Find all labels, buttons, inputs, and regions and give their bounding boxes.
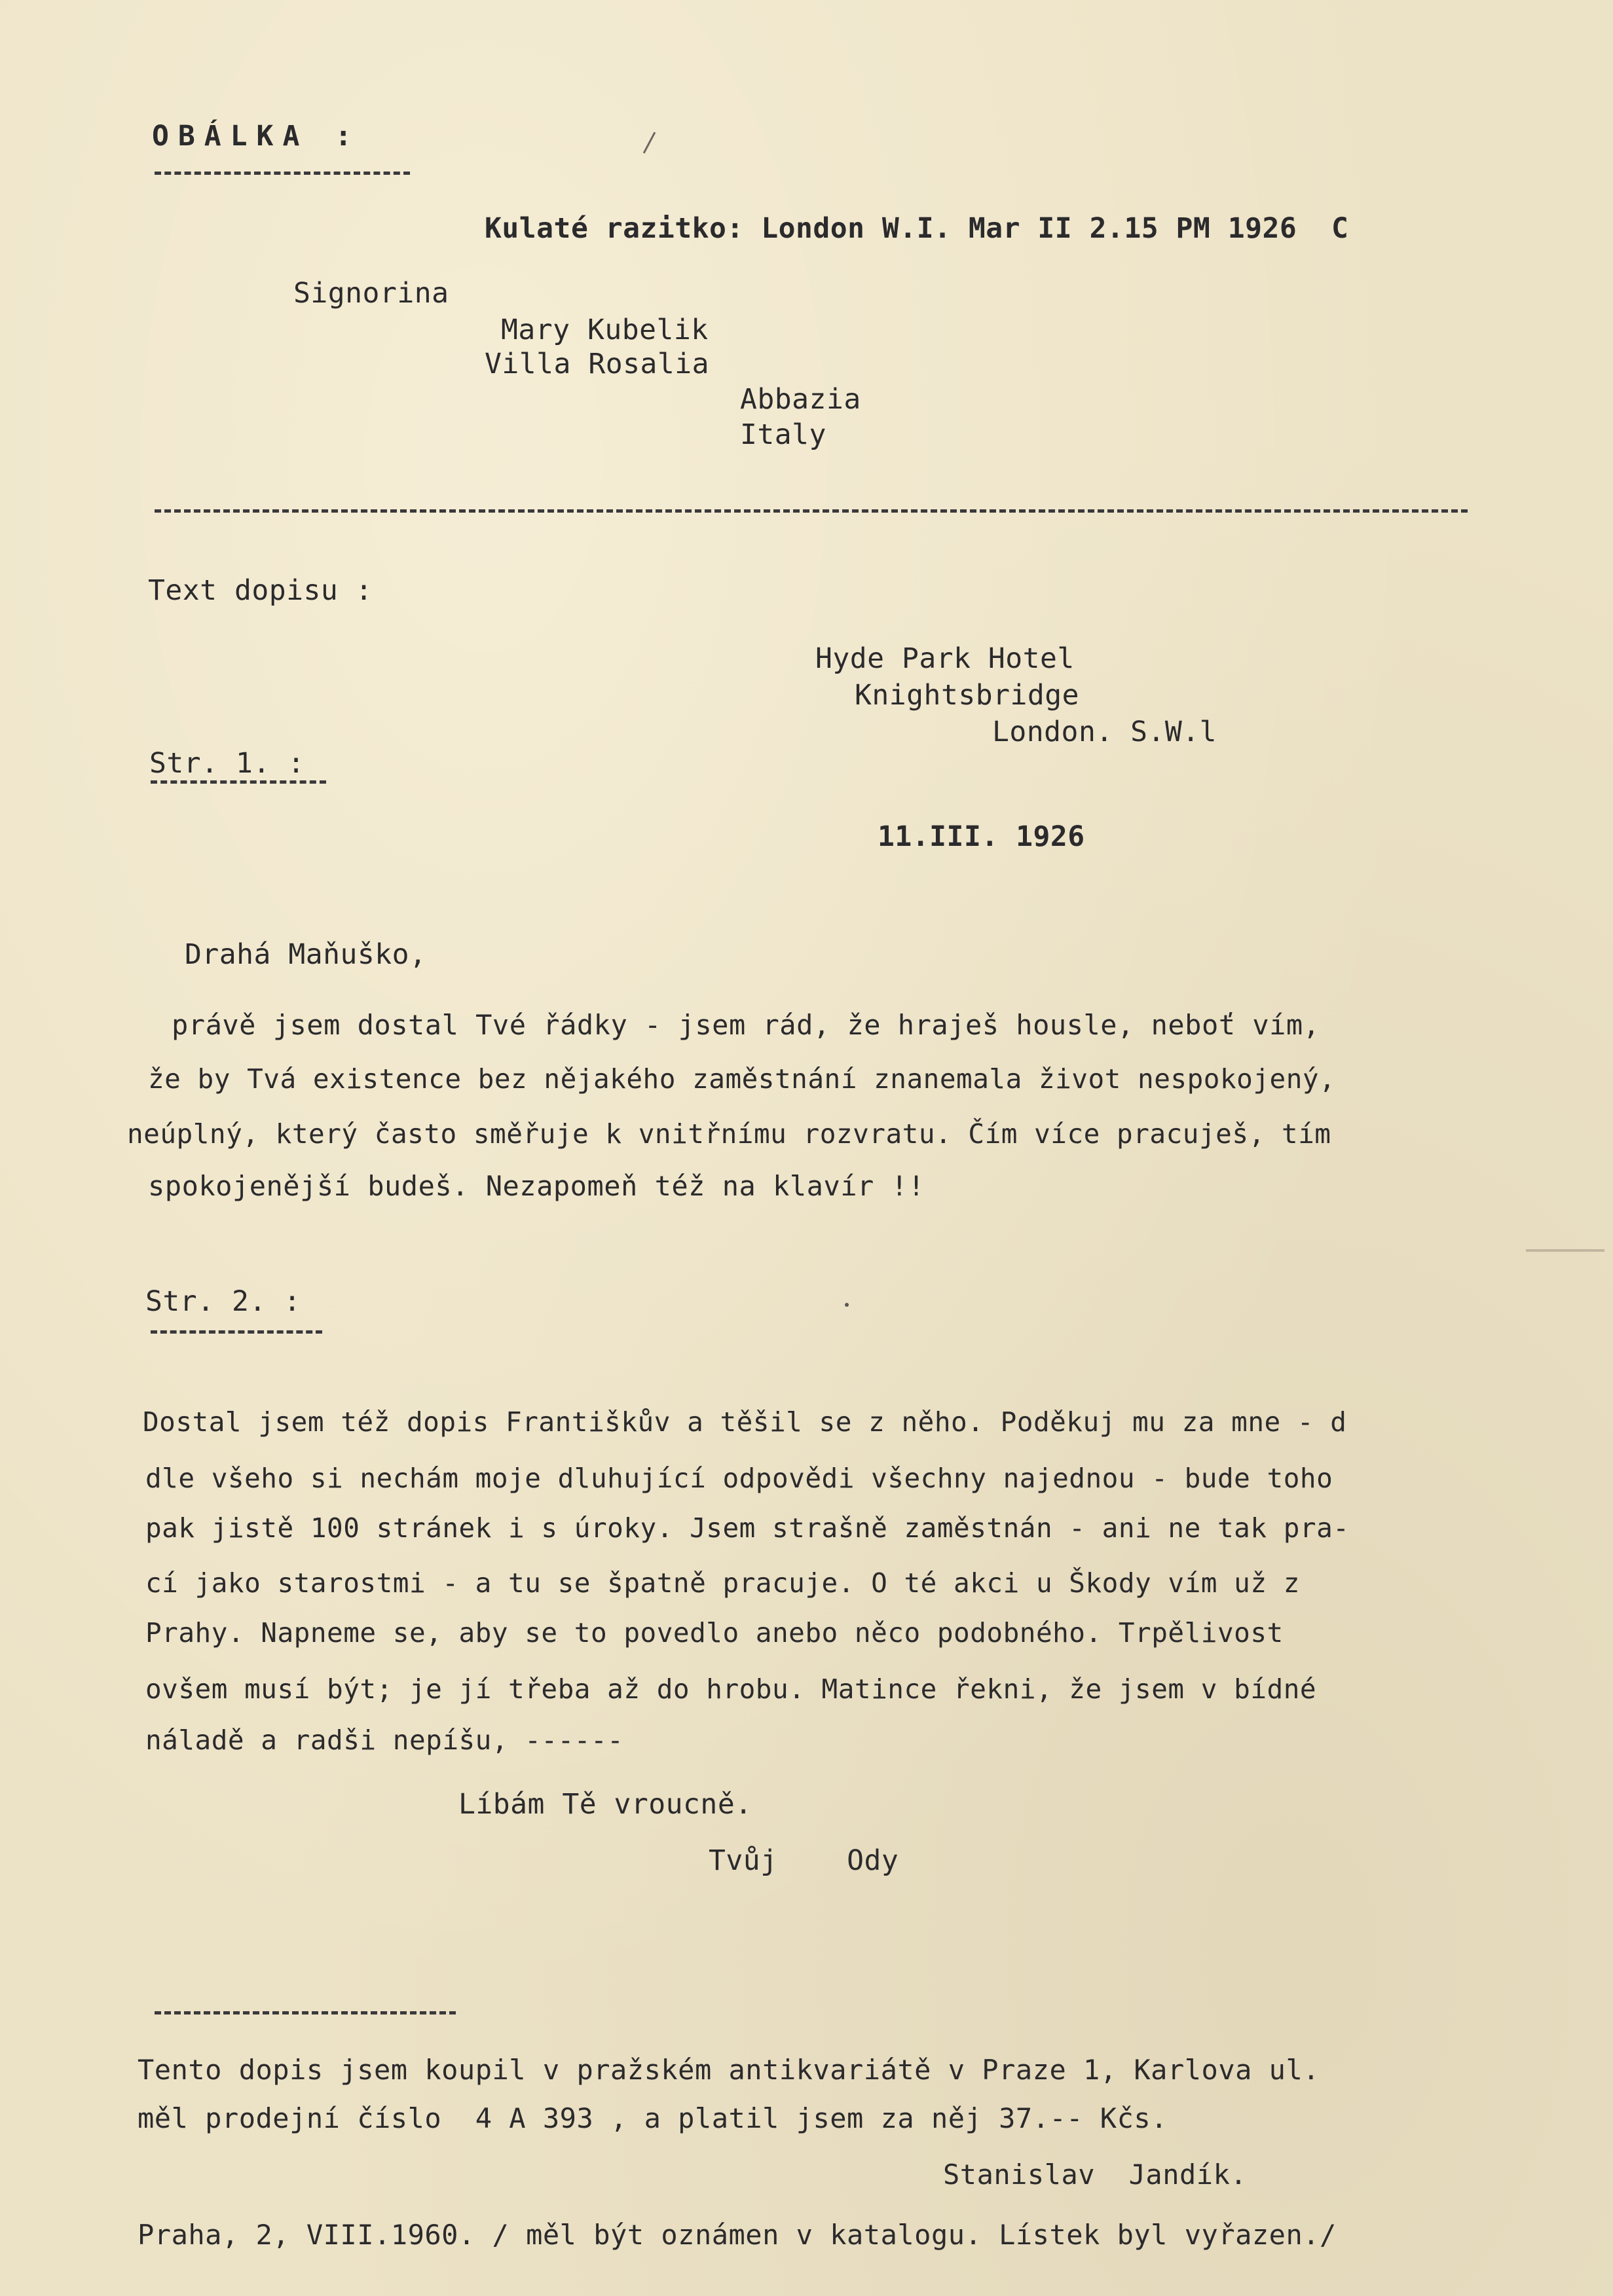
section-divider bbox=[155, 509, 1468, 513]
letter-line: pak jistě 100 stránek i s úroky. Jsem strašně zaměstnán - ani ne tak pra- bbox=[145, 1512, 1350, 1544]
page1-label-underline bbox=[151, 780, 326, 784]
envelope-heading-underline bbox=[155, 172, 410, 175]
letter-line: Prahy. Napneme se, aby se to povedlo anebo něco podobného. Trpělivost bbox=[145, 1617, 1284, 1649]
letter-text-heading: Text dopisu : bbox=[148, 574, 373, 607]
address-line: Abbazia bbox=[740, 383, 861, 416]
letter-closing: Líbám Tě vroucně. bbox=[458, 1788, 752, 1821]
page1-label: Str. 1. : bbox=[149, 747, 305, 780]
letter-line: Dostal jsem též dopis Františkův a těšil se z něho. Poděkuj mu za mne - d bbox=[143, 1406, 1347, 1438]
address-line: Villa Rosalia bbox=[485, 348, 710, 380]
letter-line: že by Tvá existence bez nějakého zaměstnání znanemala život nespokojený, bbox=[148, 1063, 1336, 1095]
address-line: Signorina bbox=[293, 277, 449, 310]
letter-line: ovšem musí být; je jí třeba až do hrobu. Matince řekni, že jsem v bídné bbox=[145, 1673, 1317, 1705]
letter-line: právě jsem dostal Tvé řádky - jsem rád, že hraješ housle, neboť vím, bbox=[172, 1009, 1320, 1041]
note-line: Praha, 2, VIII.1960. / měl být oznámen v katalogu. Lístek byl vyřazen./ bbox=[138, 2219, 1337, 2251]
note-signature: Stanislav Jandík. bbox=[943, 2159, 1248, 2191]
address-line: Mary Kubelik bbox=[501, 314, 709, 346]
letter-line: neúplný, který často směřuje k vnitřnímu rozvratu. Čím více pracuješ, tím bbox=[127, 1118, 1331, 1150]
note-line: měl prodejní číslo 4 A 393 , a platil jsem za něj 37.-- Kčs. bbox=[138, 2102, 1168, 2134]
letter-date: 11.III. 1926 bbox=[878, 820, 1085, 853]
postmark-line: Kulaté razitko: London W.I. Mar II 2.15 PM 1926 C bbox=[485, 212, 1349, 245]
page2-label: Str. 2. : bbox=[145, 1285, 301, 1318]
hotel-address-line: London. S.W.l bbox=[992, 716, 1217, 748]
hotel-address-line: Hyde Park Hotel bbox=[815, 642, 1075, 675]
letter-line: náladě a radši nepíšu, ------ bbox=[145, 1724, 624, 1756]
note-line: Tento dopis jsem koupil v pražském antikvariátě v Praze 1, Karlova ul. bbox=[138, 2054, 1320, 2086]
letter-line: spokojenější budeš. Nezapomeň též na klavír !! bbox=[148, 1170, 925, 1202]
note-divider bbox=[155, 2011, 456, 2014]
address-line: Italy bbox=[740, 418, 826, 451]
letter-signature: Tvůj Ody bbox=[709, 1844, 899, 1877]
letter-line: dle všeho si nechám moje dluhující odpovědi všechny najednou - bude toho bbox=[145, 1463, 1333, 1494]
salutation: Drahá Maňuško, bbox=[185, 938, 427, 971]
pencil-mark bbox=[643, 132, 656, 153]
hotel-address-line: Knightsbridge bbox=[855, 679, 1080, 712]
ink-dot bbox=[845, 1303, 849, 1307]
letter-line: cí jako starostmi - a tu se špatně pracuje. O té akci u Škody vím už z bbox=[145, 1567, 1300, 1599]
envelope-heading: OBÁLKA : bbox=[152, 120, 362, 153]
paper-smudge bbox=[1526, 1249, 1604, 1252]
page2-label-underline bbox=[151, 1330, 322, 1334]
